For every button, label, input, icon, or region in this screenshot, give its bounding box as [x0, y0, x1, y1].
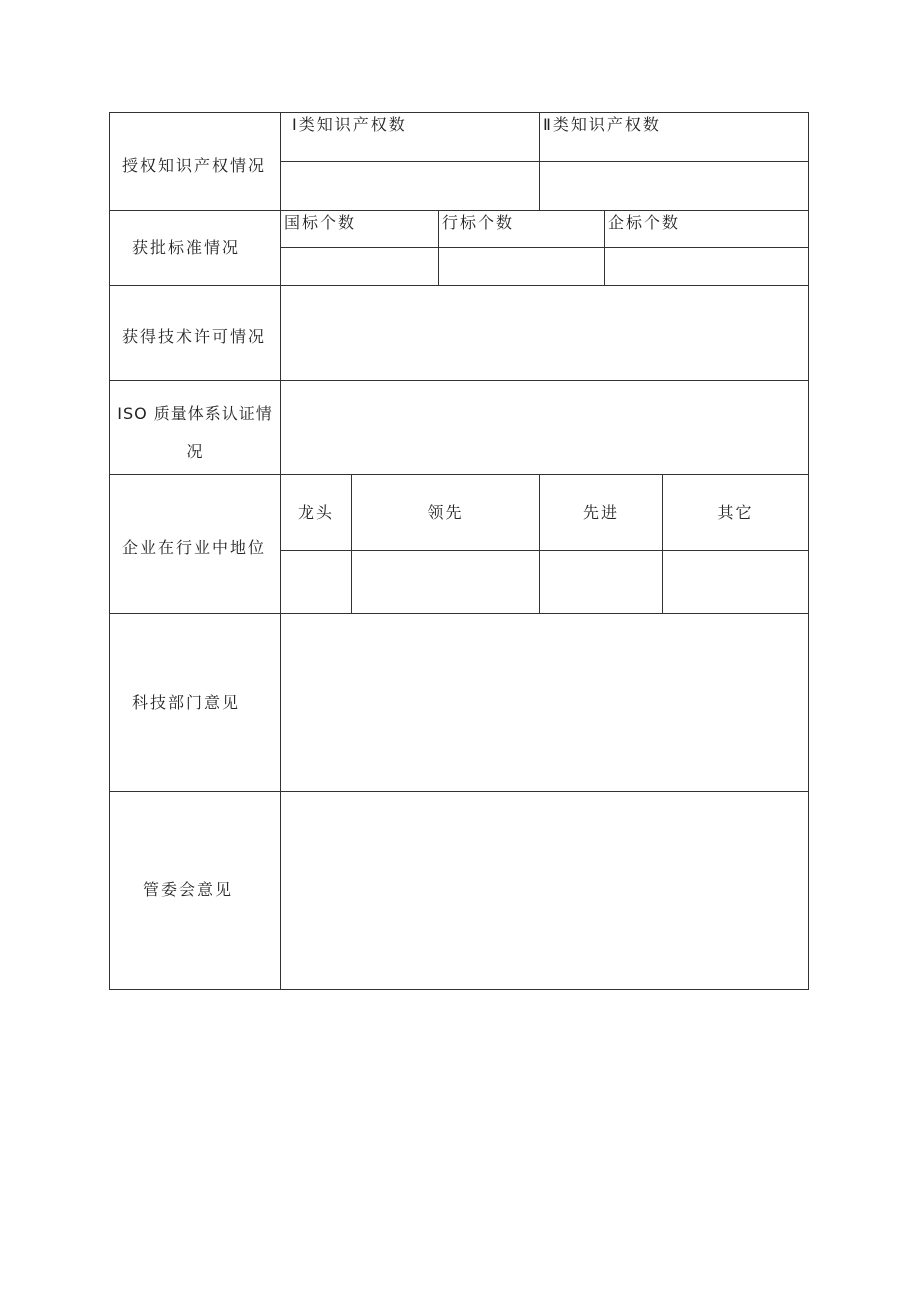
column-divider	[604, 210, 605, 285]
label-column-divider	[280, 112, 281, 990]
table-border-bottom	[109, 989, 809, 990]
national-standard-field[interactable]	[282, 249, 437, 284]
row-divider	[109, 210, 809, 211]
national-standard-header: 国标个数	[284, 213, 357, 232]
position-option-leading: 龙头	[297, 503, 334, 522]
standards-row-label: 获批标准情况	[132, 238, 241, 257]
row-divider	[109, 791, 809, 792]
tech-dept-opinion-field[interactable]	[282, 615, 807, 790]
row-divider	[109, 380, 809, 381]
column-divider	[539, 112, 540, 210]
iso-field[interactable]	[282, 382, 807, 473]
position-option-advanced: 领先	[427, 503, 464, 522]
row-divider	[109, 285, 809, 286]
industry-position-row-label: 企业在行业中地位	[122, 538, 267, 557]
committee-opinion-row-label: 管委会意见	[143, 880, 234, 899]
row-divider	[280, 161, 809, 162]
industry-standard-field[interactable]	[440, 249, 603, 284]
committee-opinion-field[interactable]	[282, 793, 807, 988]
table-border-right	[808, 112, 809, 990]
row-divider	[109, 613, 809, 614]
position-advanced-field[interactable]	[353, 552, 538, 612]
tech-dept-opinion-row-label: 科技部门意见	[132, 693, 241, 712]
ip-class1-field[interactable]	[282, 163, 537, 209]
ip-row-label: 授权知识产权情况	[122, 156, 267, 175]
position-option-progressive: 先进	[582, 503, 619, 522]
ip-class2-field[interactable]	[541, 163, 807, 209]
row-divider	[109, 474, 809, 475]
position-progressive-field[interactable]	[541, 552, 661, 612]
tech-license-field[interactable]	[282, 287, 807, 379]
row-divider	[280, 247, 809, 248]
row-divider	[280, 550, 809, 551]
position-leading-field[interactable]	[282, 552, 350, 612]
industry-standard-header: 行标个数	[442, 213, 515, 232]
enterprise-standard-header: 企标个数	[608, 213, 681, 232]
position-other-field[interactable]	[664, 552, 807, 612]
table-border-top	[109, 112, 809, 113]
position-option-other: 其它	[717, 503, 754, 522]
ip-class2-header: Ⅱ类知识产权数	[543, 115, 661, 134]
table-border-left	[109, 112, 110, 990]
enterprise-standard-field[interactable]	[606, 249, 807, 284]
column-divider	[438, 210, 439, 285]
tech-license-row-label: 获得技术许可情况	[122, 327, 267, 346]
iso-row-label: ISO 质量体系认证情况	[117, 404, 273, 461]
ip-class1-header: Ⅰ类知识产权数	[292, 115, 407, 134]
